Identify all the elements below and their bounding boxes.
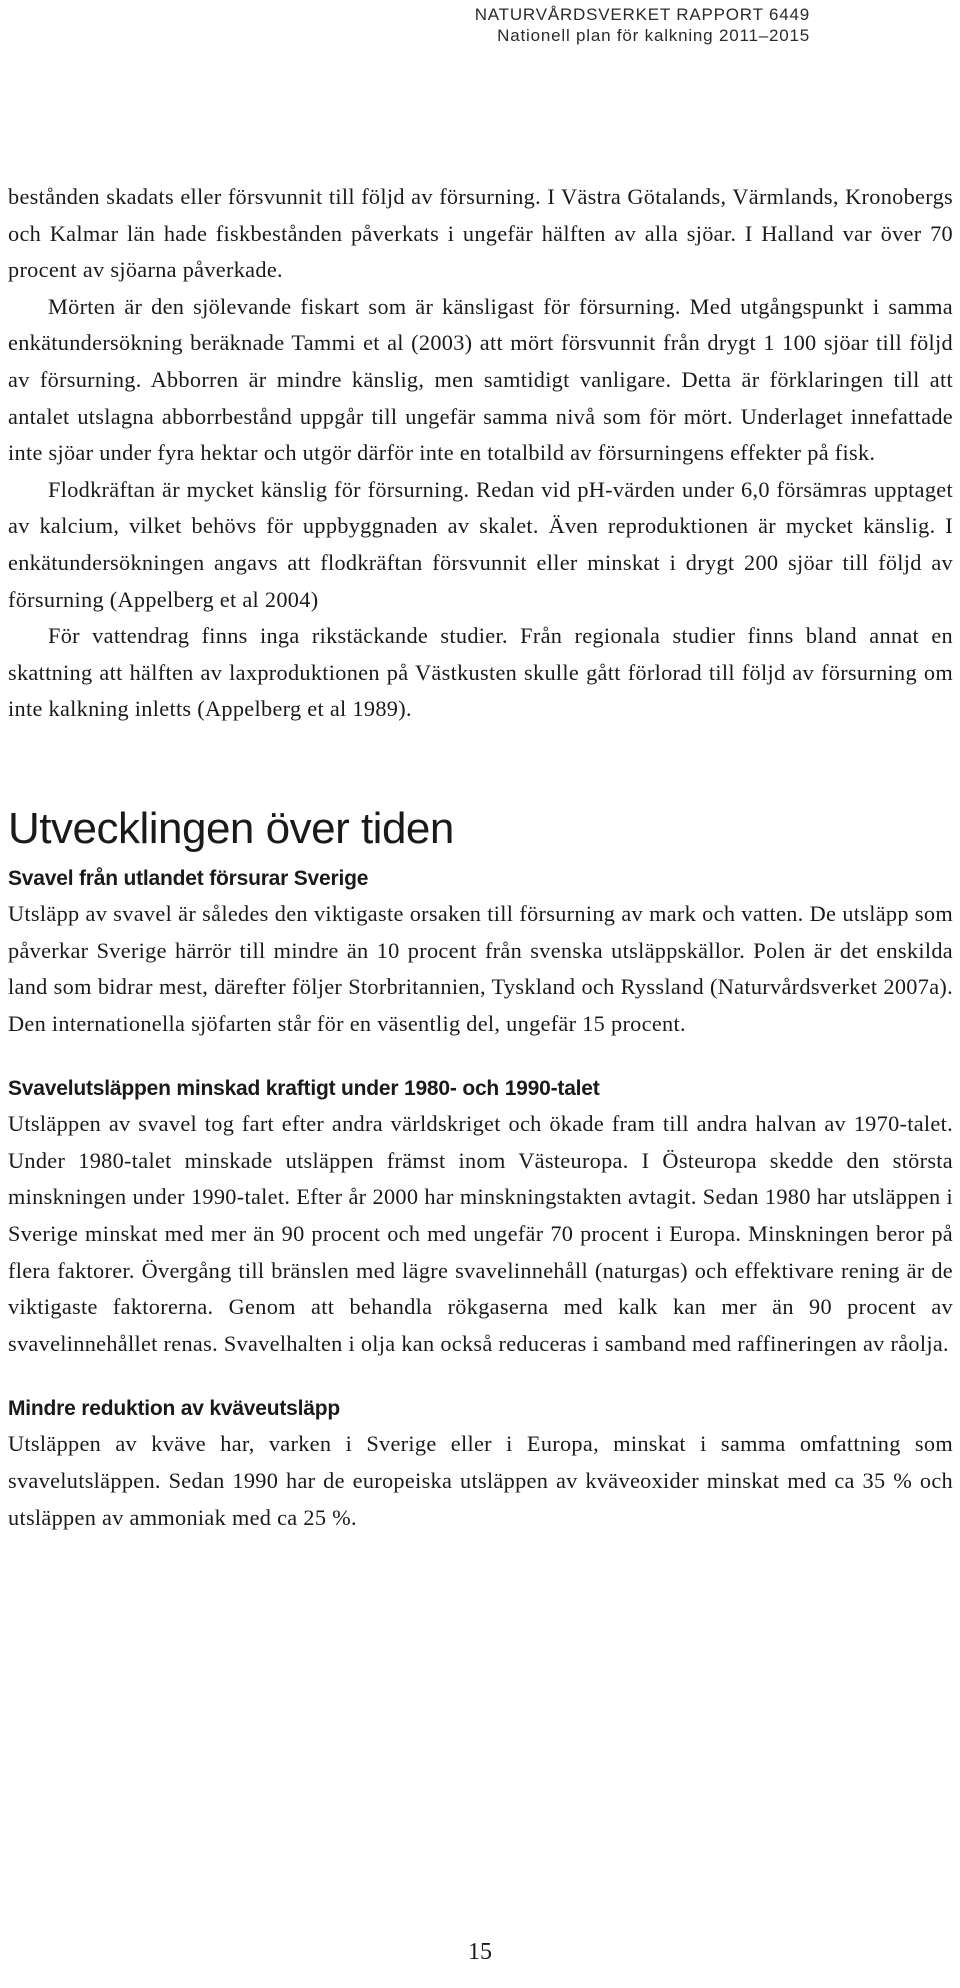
paragraph-sulphur-reduction: Utsläppen av svavel tog fart efter andra världskriget och ökade fram till andra halvan av 1970-talet. Under 1980-talet minskade utsläppen främst inom Västeuropa. I Östeuropa skedde den största minskningen under 1990-talet. Efter år 2000 har minskningstakten avtagit. Sedan 1980 har utsläppen i Sverige minskat med mer än 90 procent och med ungefär 70 procent i Europa. Minskningen beror på flera faktorer. Övergång till bränslen med lägre svavelinnehåll (naturgas) och effektivare rening är de viktigaste faktorerna. Genom att behandla rökgaserna med kalk kan mer än 90 procent av svavelinnehållet renas. Svavelhalten i olja kan också reduceras i samband med raffineringen av råolja. [8, 1111, 953, 1356]
paragraph-sulphur-abroad: Utsläpp av svavel är således den viktigaste orsaken till försurning av mark och vatten. De utsläpp som påverkar Sverige härrör till mindre än 10 procent från svenska utsläppskällor. Polen är det enskilda land som bidrar mest, därefter följer Storbritannien, Tyskland och Ryssland (Naturvårdsverket 2007a). Den internationella sjöfarten står för en väsentlig del, ungefär 15 procent. [8, 900, 953, 1036]
report-number: NATURVÅRDSVERKET RAPPORT 6449 [474, 5, 810, 24]
report-title: Nationell plan för kalkning 2011–2015 [497, 26, 810, 45]
paragraph-watercourses: För vattendrag finns inga rikstäckande studier. Från regionala studier finns bland annat en skattning att hälften av laxproduktionen på Västkusten skulle gått förlorad till följd av försurning om inte kalkning inletts (Appelberg et al 1989). [8, 623, 953, 722]
running-header [390, 4, 810, 46]
paragraph-fish-stocks: bestånden skadats eller försvunnit till följd av försurning. I Västra Götalands, Värmlands, Kronobergs och Kalmar län hade fiskbestånden påverkats i ungefär hälften av alla sjöar. I Halland var över 70 procent av sjöarna påverkade. [8, 184, 953, 283]
page-body [8, 179, 953, 1536]
section-title: Utvecklingen över tiden [8, 803, 454, 853]
subheading-nitrogen: Mindre reduktion av kväveutsläpp [8, 1397, 341, 1421]
paragraph-roach: Mörten är den sjölevande fiskart som är känsligast för försurning. Med utgångspunkt i samma enkätundersökning beräknade Tammi et al (2003) att mört försvunnit från drygt 1 100 sjöar till följd av försurning. Abborren är mindre känslig, men samtidigt vanligare. Detta är förklaringen till att antalet utslagna abborrbestånd uppgår till ungefär samma nivå som för mört. Underlaget innefattade inte sjöar under fyra hektar och utgör därför inte en totalbild av försurningens effekter på fisk. [8, 293, 953, 466]
paragraph-nitrogen: Utsläppen av kväve har, varken i Sverige eller i Europa, minskat i samma omfattning som svavelutsläppen. Sedan 1990 har de europeiska utsläppen av kväveoxider minskat med ca 35 % och utsläppen av ammoniak med ca 25 %. [8, 1431, 953, 1530]
subheading-sulphur-reduction: Svavelutsläppen minskad kraftigt under 1980- och 1990-talet [8, 1077, 600, 1101]
page-number: 15 [468, 1939, 492, 1965]
paragraph-crayfish: Flodkräftan är mycket känslig för försurning. Redan vid pH-värden under 6,0 försämras upptaget av kalcium, vilket behövs för uppbyggnaden av skalet. Även reproduktionen är mycket känslig. I enkätundersökningen angavs att flodkräftan försvunnit eller minskat i drygt 200 sjöar till följd av försurning (Appelberg et al 2004) [8, 476, 953, 612]
subheading-sulphur-abroad: Svavel från utlandet försurar Sverige [8, 866, 369, 890]
